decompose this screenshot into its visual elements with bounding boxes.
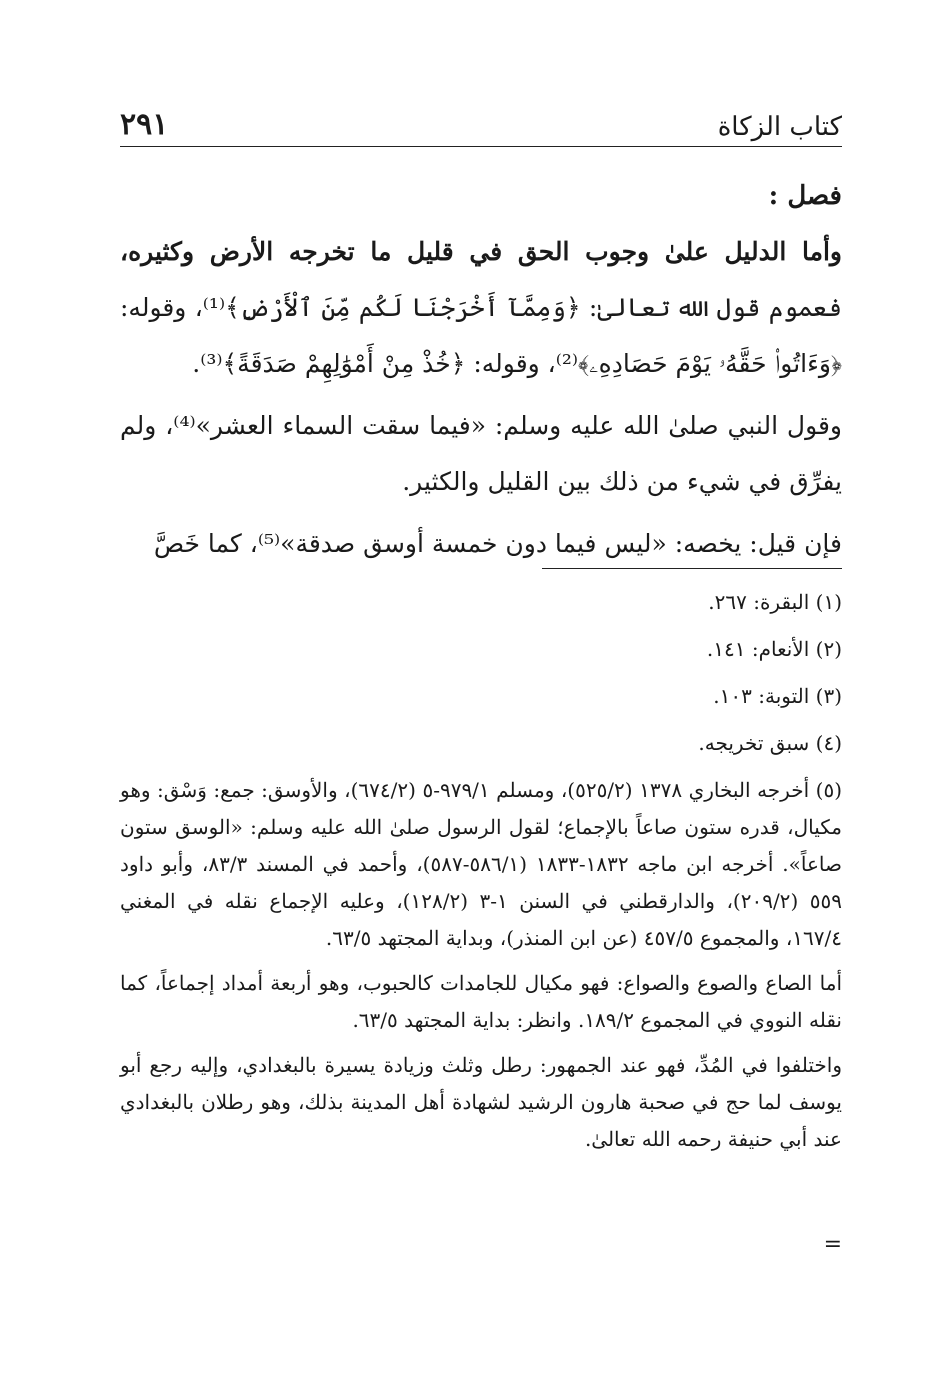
page-header (120, 96, 842, 147)
running-title: كتاب الزكاة (717, 112, 842, 142)
section-heading: فصل : (768, 181, 842, 211)
footnote-4: (٤) سبق تخريجه. (698, 731, 842, 755)
footnote-5-mudd: واختلفوا في المُدِّ، فهو عند الجمهور: رطل وثلث وزيادة يسيرة بالبغدادي، وإليه رجع أبو يوسف لما حج في صحبة هارون الرشيد لشهادة أهل المدينة بذلك، وهو رطلان بالبغدادي عند أبي حنيفة رحمه الله تعالىٰ. (120, 1053, 842, 1151)
footnote-divider (542, 568, 842, 569)
footnotes (120, 584, 842, 1158)
continuation-mark: = (823, 1232, 842, 1257)
footnote-5-sa: أما الصاع والصوع والصواع: فهو مكيال للجامدات كالحبوب، وهو أربعة أمداد إجماعاً، كما نقله النووي في المجموع ١٨٩/٢. وانظر: بداية المجتهد ٦٣/٥. (120, 971, 842, 1032)
footnote-2: (٢) الأنعام: ١٤١. (706, 637, 842, 661)
book-page (120, 0, 842, 1378)
footnote-1: (١) البقرة: ٢٦٧. (708, 590, 842, 614)
footnote-3: (٣) التوبة: ١٠٣. (713, 684, 842, 708)
paragraph-hadith: وقول النبي صلىٰ الله عليه وسلم: «فيما سقت السماء العشر»⁽⁴⁾، ولم يفرِّق في شيء من ذلك بين القليل والكثير. (120, 411, 843, 496)
paragraph-evidence (120, 224, 842, 392)
paragraph-objection: فإن قيل: يخصه: «ليس فيما دون خمسة أوسق صدقة»⁽⁵⁾، كما خَصَّ (153, 529, 842, 558)
page-number: ٢٩١ (120, 107, 169, 142)
main-text (120, 168, 842, 572)
paragraph-lead: وأما الدليل علىٰ وجوب الحق في قليل ما تخرجه الأرض وكثيره، (120, 237, 842, 266)
paragraph-verses: فعموم قول الله تعالىٰ: ﴿وَمِمَّآ أَخْرَجْنَا لَكُم مِّنَ ٱلْأَرْضِ﴾⁽¹⁾، وقوله: ﴿وَءَاتُوا۟ حَقَّهُۥ يَوْمَ حَصَادِهِۦ﴾⁽²⁾، وقوله: ﴿خُذْ مِنْ أَمْوَٰلِهِمْ صَدَقَةً﴾⁽³⁾. (120, 293, 842, 378)
footnote-5: (٥) أخرجه البخاري ١٣٧٨ (٥٢٥/٢)، ومسلم ٩٧٩/١-٥ (٦٧٤/٢)، والأوسق: جمع: وَسْق: وهو مكيال، قدره ستون صاعاً بالإجماع؛ لقول الرسول صلىٰ الله عليه وسلم: «الوسق ستون صاعاً». أخرجه ابن ماجه ١٨٣٢-١٨٣٣ (٥٨٦/١-٥٨٧)، وأحمد في المسند ٨٣/٣، وأبو داود ٥٥٩ (٢٠٩/٢)، والدارقطني في السنن ١-٣ (١٢٨/٢)، وعليه الإجماع نقله في المغني ١٦٧/٤، والمجموع ٤٥٧/٥ (عن ابن المنذر)، وبداية المجتهد ٦٣/٥. (120, 778, 842, 950)
